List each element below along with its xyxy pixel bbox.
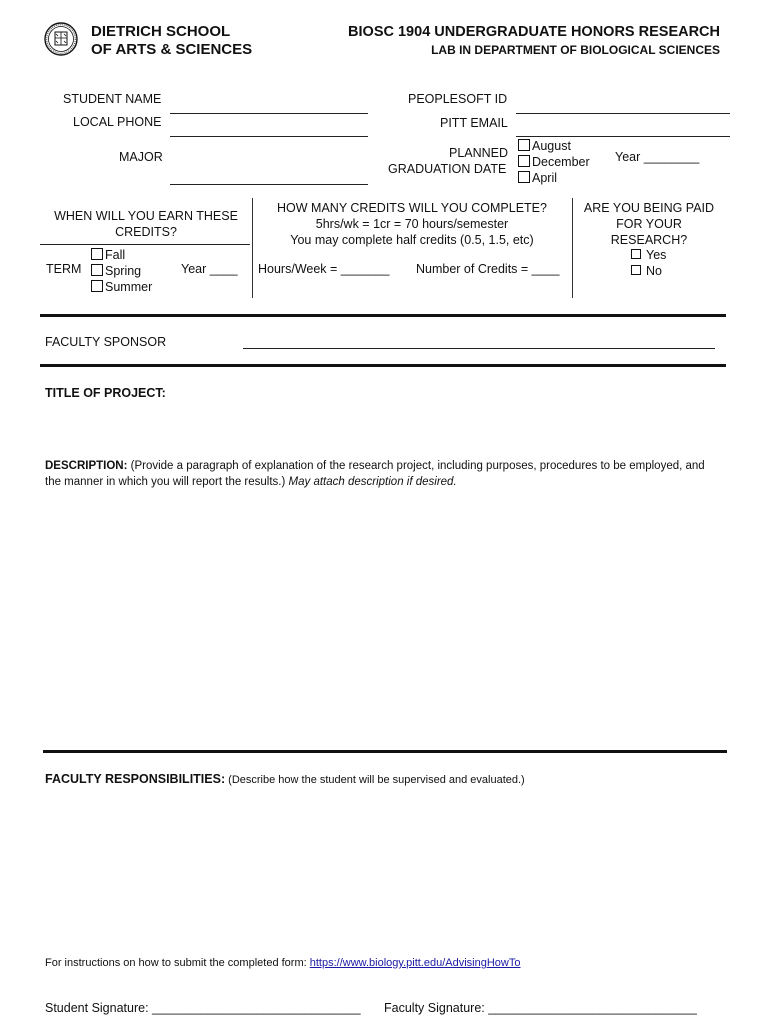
number-of-credits-field[interactable]: Number of Credits = ____	[416, 262, 560, 276]
grad-option-august[interactable]	[518, 138, 590, 154]
term-option-label: Spring	[105, 264, 142, 278]
advising-link[interactable]: https://www.biology.pitt.edu/AdvisingHowTo	[309, 957, 521, 969]
faculty-responsibilities-text: (Describe how the student will be supervised and evaluated.)	[225, 774, 525, 786]
instructions-line	[45, 957, 520, 969]
course-subtitle: LAB IN DEPARTMENT OF BIOLOGICAL SCIENCES	[431, 43, 720, 57]
school-name-line2: OF ARTS & SCIENCES	[91, 41, 253, 58]
faculty-responsibilities-label: FACULTY RESPONSIBILITIES:	[45, 772, 226, 786]
paid-option-label: Yes	[646, 248, 667, 262]
faculty-responsibilities-block	[45, 770, 725, 788]
university-seal-icon	[44, 22, 78, 56]
local-phone-field[interactable]	[170, 136, 368, 137]
peoplesoft-label: PEOPLESOFT ID	[408, 92, 508, 106]
how-many-line1: HOW MANY CREDITS WILL YOU COMPLETE?	[277, 201, 547, 215]
checkbox-icon	[518, 171, 530, 183]
term-option-spring[interactable]	[91, 263, 152, 279]
checkbox-icon	[91, 280, 103, 292]
faculty-signature-field[interactable]: Faculty Signature: ______________________________	[384, 1001, 697, 1015]
paid-options	[631, 247, 666, 279]
graduation-options	[518, 138, 590, 186]
title-of-project-label: TITLE OF PROJECT:	[45, 386, 166, 400]
term-year-field[interactable]: Year ____	[181, 262, 238, 276]
hours-week-field[interactable]: Hours/Week = _______	[258, 262, 390, 276]
pitt-email-label: PITT EMAIL	[440, 116, 508, 130]
graduation-year-field[interactable]: Year ________	[615, 150, 700, 164]
credits-table-rule	[40, 244, 250, 245]
faculty-sponsor-label: FACULTY SPONSOR	[45, 335, 167, 349]
credits-column-divider	[252, 198, 253, 298]
checkbox-icon	[631, 265, 641, 275]
paid-line3: RESEARCH?	[610, 233, 688, 247]
course-title: BIOSC 1904 UNDERGRADUATE HONORS RESEARCH	[348, 24, 720, 40]
grad-option-label: April	[532, 171, 558, 185]
student-name-field[interactable]	[170, 113, 368, 114]
how-many-credits-label	[252, 200, 572, 248]
checkbox-icon	[91, 264, 103, 276]
instructions-text: For instructions on how to submit the completed form:	[45, 957, 310, 969]
checkbox-icon	[631, 249, 641, 259]
student-name-label: STUDENT NAME	[63, 92, 162, 106]
paid-line2: FOR YOUR	[616, 217, 682, 231]
student-signature-field[interactable]: Student Signature: ______________________________	[45, 1001, 361, 1015]
paid-column-divider	[572, 198, 573, 298]
how-many-line2: 5hrs/wk = 1cr = 70 hours/semester	[315, 217, 509, 231]
section-divider	[40, 364, 726, 367]
being-paid-label	[574, 200, 724, 248]
paid-option-label: No	[646, 264, 662, 278]
section-divider	[40, 314, 726, 317]
grad-option-label: August	[532, 139, 571, 153]
paid-option-yes[interactable]	[631, 247, 666, 263]
term-option-fall[interactable]	[91, 247, 152, 263]
peoplesoft-field[interactable]	[516, 113, 730, 114]
grad-option-december[interactable]	[518, 154, 590, 170]
checkbox-icon	[518, 155, 530, 167]
grad-option-label: December	[532, 155, 590, 169]
checkbox-icon	[91, 248, 103, 260]
school-name-line1: DIETRICH SCHOOL	[91, 23, 231, 40]
paid-line1: ARE YOU BEING PAID	[583, 201, 715, 215]
when-earn-line2: CREDITS?	[115, 225, 177, 239]
term-options	[91, 247, 152, 295]
term-option-label: Summer	[105, 280, 153, 294]
pitt-email-field[interactable]	[516, 136, 730, 137]
planned-label: PLANNED	[449, 146, 509, 160]
when-earn-credits-label	[40, 208, 252, 240]
graduation-date-label: GRADUATION DATE	[388, 162, 507, 176]
description-italic-note: May attach description if desired.	[288, 475, 457, 488]
major-field[interactable]	[170, 184, 368, 185]
how-many-line3: You may complete half credits (0.5, 1.5, etc)	[290, 233, 534, 247]
school-name	[91, 23, 252, 59]
grad-option-april[interactable]	[518, 170, 590, 186]
description-text: (Provide a paragraph of explanation of the research project, including purposes, procedures to be employed, and the manner in which you will report the results.)	[45, 460, 705, 488]
description-block	[45, 459, 705, 490]
term-label: TERM	[46, 262, 82, 276]
major-label: MAJOR	[119, 150, 163, 164]
local-phone-label: LOCAL PHONE	[73, 115, 162, 129]
paid-option-no[interactable]	[631, 263, 666, 279]
description-label: DESCRIPTION:	[45, 460, 128, 472]
section-divider	[43, 750, 727, 753]
when-earn-line1: WHEN WILL YOU EARN THESE	[54, 209, 238, 223]
faculty-sponsor-field[interactable]	[243, 348, 715, 349]
checkbox-icon	[518, 139, 530, 151]
term-option-label: Fall	[105, 248, 126, 262]
term-option-summer[interactable]	[91, 279, 152, 295]
